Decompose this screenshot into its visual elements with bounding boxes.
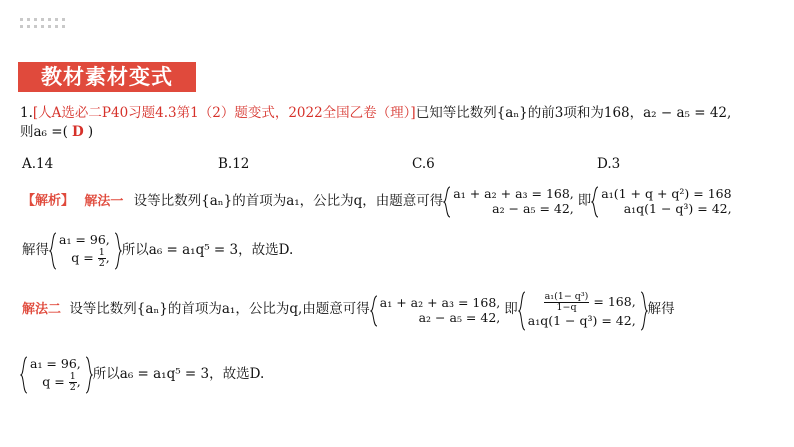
question-line2-prefix: 则a₆ =( <box>20 124 68 140</box>
section-banner: 教材素材变式 <box>18 62 196 92</box>
solution2-system2 <box>518 291 648 328</box>
left-brace <box>370 295 378 327</box>
fraction-half <box>69 372 77 393</box>
system-row: a₂ − a₅ = 42, <box>492 201 574 216</box>
method2-tag: 解法二 <box>22 302 62 317</box>
method1-tag: 解法一 <box>84 193 124 209</box>
right-brace <box>85 356 93 394</box>
option-a: A.14 <box>22 156 54 172</box>
ji-text: 即 <box>577 192 592 209</box>
system-row-tail: = 168, <box>593 294 636 309</box>
option-d: D.3 <box>597 156 621 172</box>
solution2-intro: 设等比数列{aₙ}的首项为a₁，公比为q,由题意可得 <box>69 301 370 317</box>
solution2-conclusion: 所以a₆ = a₁q⁵ = 3，故选D. <box>92 366 265 382</box>
question-stem <box>20 104 790 141</box>
analysis-tag: 【解析】 <box>22 193 75 209</box>
system-row: a₁q(1 − q³) = 42, <box>623 201 732 216</box>
fraction-sum <box>544 292 590 313</box>
solution1-result: a₁ = 96, q = $\frac{1}{2}$ , <box>49 232 122 269</box>
solution2-result: a₁ = 96, q = $\frac{1}{2}$ , <box>20 356 93 393</box>
system-row: a₁ + a₂ + a₃ = 168, <box>379 294 501 310</box>
question-stem-text: 已知等比数列{aₙ}的前3项和为168，a₂ − a₅ = 42, <box>415 105 732 121</box>
question-line2-suffix: ) <box>87 124 94 140</box>
solution1-system2 <box>591 186 735 216</box>
system-row: a₁(1 + q + q²) = 168 <box>601 186 732 201</box>
solution1-line2 <box>22 232 293 269</box>
left-brace <box>591 186 599 218</box>
fraction-denominator: 2 <box>98 258 105 269</box>
solution1-system1 <box>443 186 577 216</box>
result-row: a₁ = 96, <box>59 232 110 247</box>
result-row: a₁ = 96, <box>30 356 81 371</box>
system-row: a₁ + a₂ + a₃ = 168, <box>453 186 574 201</box>
fraction-numerator: 1 <box>69 371 76 382</box>
solution2-line1 <box>22 291 675 328</box>
right-brace <box>640 291 648 331</box>
question-source: [人A选必二P40习题4.3第1（2）题变式，2022全国乙卷（理）] <box>32 105 416 121</box>
system-row: a₂ − a₅ = 42, <box>418 309 501 325</box>
system-row: a₁q(1 − q³) = 42, <box>527 313 636 328</box>
solution1-line1 <box>22 186 736 216</box>
left-brace <box>443 186 451 218</box>
left-brace <box>518 291 526 331</box>
jiede-text: 解得 <box>647 301 675 317</box>
answer-letter: D <box>71 124 84 140</box>
fraction-numerator: 1 <box>98 247 105 258</box>
fraction-denominator: 1−q <box>556 302 577 313</box>
result-q: q = <box>42 374 65 389</box>
solution2-line2 <box>20 356 264 393</box>
fraction-half <box>98 248 106 269</box>
ji-text: 即 <box>504 301 518 317</box>
solution1-conclusion: 所以a₆ = a₁q⁵ = 3，故选D. <box>121 242 294 258</box>
left-brace <box>20 356 28 394</box>
fraction-denominator: 2 <box>69 382 76 393</box>
solution2-system1 <box>370 295 504 325</box>
left-brace <box>49 232 57 270</box>
result-q: q = <box>71 250 94 265</box>
solution1-intro: 设等比数列{aₙ}的首项为a₁，公比为q，由题意可得 <box>133 192 444 209</box>
fraction-numerator: a₁(1− q³) <box>544 291 589 302</box>
question-number: 1. <box>20 105 33 121</box>
option-b: B.12 <box>218 156 250 172</box>
jiede-text: 解得 <box>22 242 49 258</box>
option-c: C.6 <box>412 156 435 172</box>
right-brace <box>114 232 122 270</box>
